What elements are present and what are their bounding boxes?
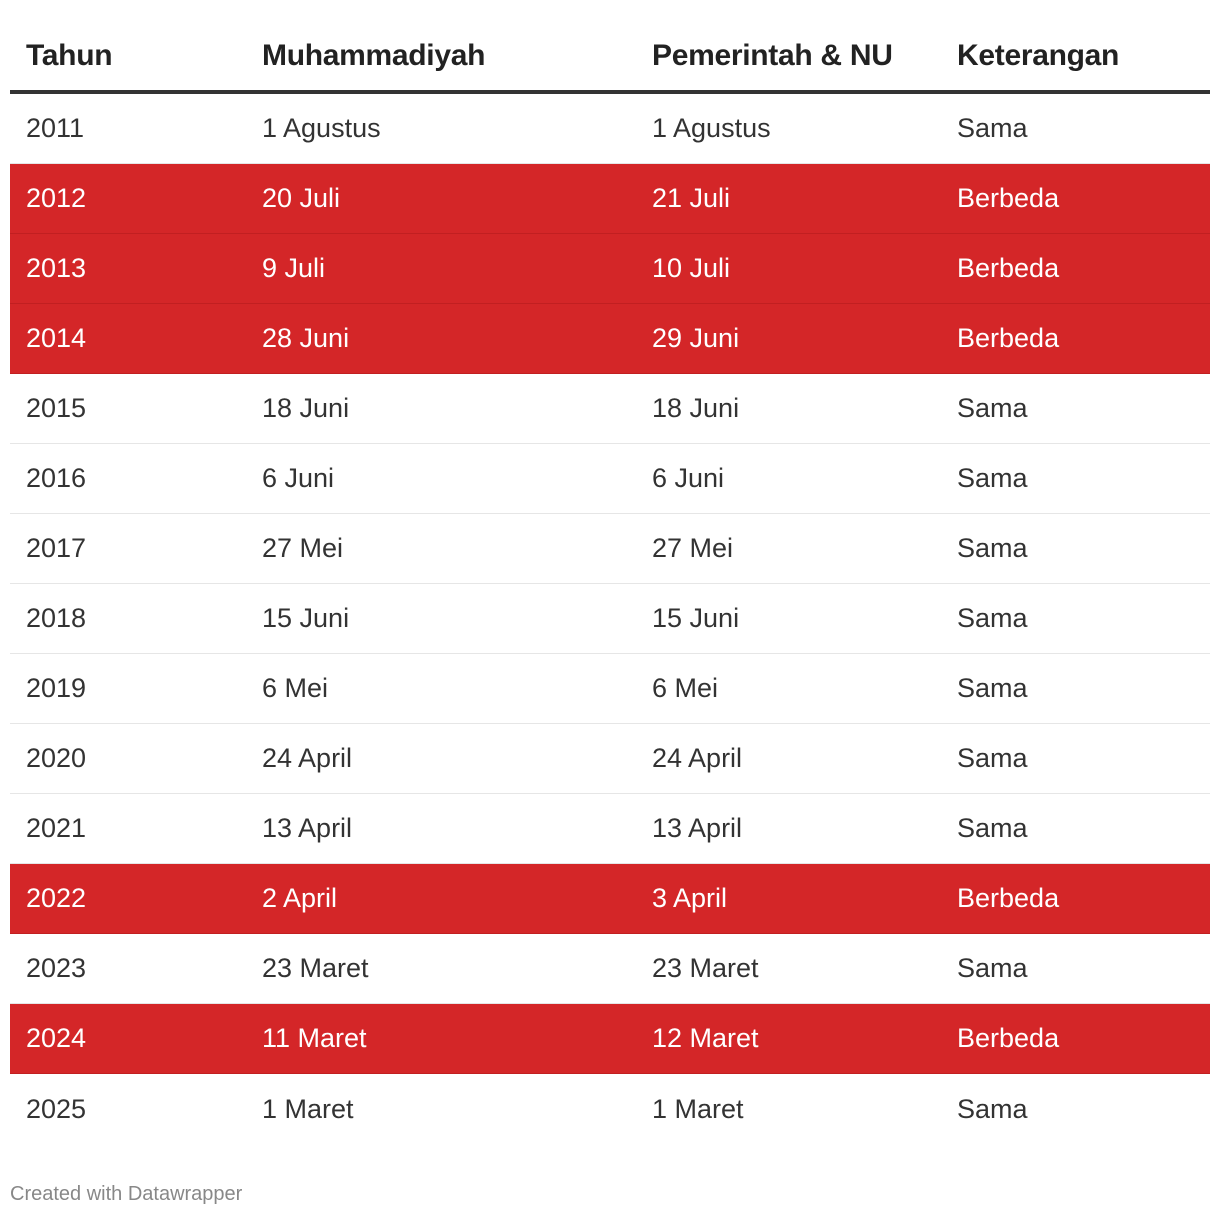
cell-tahun: 2022 [26,883,87,913]
header-keterangan: Keterangan [957,39,1120,72]
cell-muhammadiyah: 1 Agustus [262,113,381,143]
cell-keterangan: Sama [957,463,1028,493]
table-row [10,864,1210,934]
cell-tahun: 2021 [26,813,87,843]
cell-tahun: 2011 [26,113,85,143]
cell-pemerintah-nu: 1 Maret [652,1093,744,1124]
table-row [10,374,1210,444]
table-row [10,724,1210,794]
table-row [10,584,1210,654]
table-row [10,514,1210,584]
cell-pemerintah-nu: 21 Juli [652,183,731,213]
cell-muhammadiyah: 23 Maret [262,953,369,983]
table-row [10,444,1210,514]
cell-muhammadiyah: 13 April [262,813,353,843]
cell-keterangan: Sama [957,953,1028,983]
table-row [10,654,1210,724]
table-header [10,22,1210,94]
table-row [10,1004,1210,1074]
cell-muhammadiyah: 11 Maret [262,1023,367,1053]
header-pemerintah-nu: Pemerintah & NU [652,39,893,72]
cell-keterangan: Sama [957,813,1028,843]
cell-tahun: 2017 [26,533,87,563]
cell-muhammadiyah: 18 Juni [262,393,350,423]
cell-muhammadiyah: 9 Juli [262,253,326,283]
cell-muhammadiyah: 15 Juni [262,603,350,633]
cell-pemerintah-nu: 12 Maret [652,1023,759,1053]
cell-muhammadiyah: 6 Juni [262,463,335,493]
cell-keterangan: Sama [957,673,1028,703]
cell-pemerintah-nu: 1 Agustus [652,113,771,143]
cell-pemerintah-nu: 3 April [652,883,728,913]
cell-muhammadiyah: 1 Maret [262,1093,354,1124]
cell-pemerintah-nu: 13 April [652,813,743,843]
cell-muhammadiyah: 27 Mei [262,533,344,563]
cell-keterangan: Sama [957,533,1028,563]
table-row [10,1074,1210,1144]
cell-keterangan: Sama [957,113,1028,143]
cell-muhammadiyah: 2 April [262,883,338,913]
cell-tahun: 2023 [26,953,87,983]
cell-muhammadiyah: 28 Juni [262,323,350,353]
cell-pemerintah-nu: 29 Juni [652,323,740,353]
table-row [10,934,1210,1004]
table-body [10,94,1210,1144]
table-row [10,304,1210,374]
cell-keterangan: Berbeda [957,323,1060,353]
cell-keterangan: Berbeda [957,883,1060,913]
cell-pemerintah-nu: 18 Juni [652,393,740,423]
cell-muhammadiyah: 6 Mei [262,673,329,703]
cell-tahun: 2012 [26,183,87,213]
cell-muhammadiyah: 24 April [262,743,353,773]
cell-pemerintah-nu: 6 Mei [652,673,719,703]
cell-pemerintah-nu: 27 Mei [652,533,734,563]
cell-keterangan: Berbeda [957,183,1060,213]
header-tahun: Tahun [26,39,113,72]
cell-keterangan: Sama [957,393,1028,423]
cell-keterangan: Sama [957,603,1028,633]
table-row [10,164,1210,234]
cell-tahun: 2018 [26,603,87,633]
cell-tahun: 2013 [26,253,87,283]
cell-keterangan: Berbeda [957,1023,1060,1053]
cell-tahun: 2025 [26,1093,87,1124]
cell-pemerintah-nu: 23 Maret [652,953,759,983]
data-table [10,22,1210,1144]
cell-muhammadiyah: 20 Juli [262,183,341,213]
cell-tahun: 2014 [26,323,87,353]
cell-tahun: 2020 [26,743,87,773]
cell-pemerintah-nu: 15 Juni [652,603,740,633]
table-row [10,94,1210,164]
table-row [10,794,1210,864]
cell-tahun: 2016 [26,463,87,493]
footer-credit: Created with Datawrapper [10,1183,243,1205]
cell-keterangan: Sama [957,1093,1028,1124]
cell-tahun: 2015 [26,393,87,423]
cell-tahun: 2019 [26,673,87,703]
cell-keterangan: Berbeda [957,253,1060,283]
cell-pemerintah-nu: 10 Juli [652,253,731,283]
cell-pemerintah-nu: 6 Juni [652,463,725,493]
cell-keterangan: Sama [957,743,1028,773]
header-muhammadiyah: Muhammadiyah [262,39,486,72]
cell-pemerintah-nu: 24 April [652,743,743,773]
table-row [10,234,1210,304]
cell-tahun: 2024 [26,1023,87,1053]
